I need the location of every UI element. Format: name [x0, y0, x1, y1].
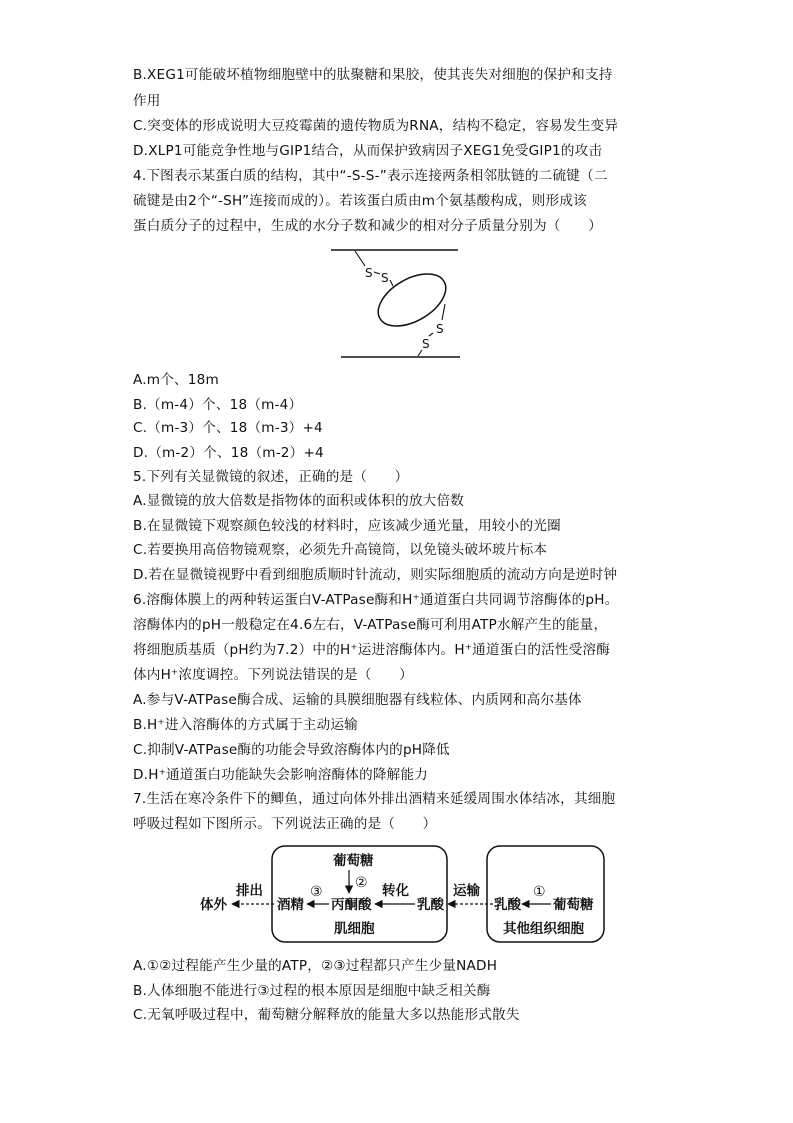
- other-cells-label: 其他组织细胞: [503, 921, 584, 937]
- q6-stem-line1: 6.溶酶体膜上的两种转运蛋白V-ATPase酶和H⁺通道蛋白共同调节溶酶体的pH。: [133, 592, 619, 608]
- step-3-label: ③: [310, 884, 323, 900]
- q7-stem-line1: 7.生活在寒冷条件下的鲫鱼，通过向体外排出酒精来延缓周围水体结冰，其细胞: [133, 791, 616, 807]
- q7-stem-line2: 呼吸过程如下图所示。下列说法正确的是（ ）: [133, 816, 437, 832]
- q6-stem-line3: 将细胞质基质（pH约为7.2）中的H⁺运进溶酶体内。H⁺通道蛋白的活性受溶酶: [133, 642, 611, 658]
- q5-option-d: D.若在显微镜视野中看到细胞质顺时针流动，则实际细胞质的流动方向是逆时钟: [133, 567, 618, 583]
- q4-option-a: A.m个、18m: [133, 372, 219, 388]
- step-1-label: ①: [533, 884, 546, 900]
- q6-stem-line4: 体内H⁺浓度调控。下列说法错误的是（ ）: [133, 667, 413, 683]
- protein-structure-figure: [325, 244, 465, 362]
- q3-option-b-line2: 作用: [133, 93, 161, 109]
- q4-stem-line3: 蛋白质分子的过程中，生成的水分子数和减少的相对分子质量分别为（ ）: [133, 218, 602, 234]
- q6-option-a: A.参与V-ATPase酶合成、运输的具膜细胞器有线粒体、内质网和高尔基体: [133, 692, 582, 708]
- glucose-other: 葡萄糖: [553, 897, 594, 913]
- q6-option-d: D.H⁺通道蛋白功能缺失会影响溶酶体的降解能力: [133, 767, 429, 783]
- q4-option-b: B.（m-4）个、18（m-4）: [133, 397, 303, 413]
- q5-option-a: A.显微镜的放大倍数是指物体的面积或体积的放大倍数: [133, 493, 465, 509]
- q5-stem: 5.下列有关显微镜的叙述，正确的是（ ）: [133, 469, 409, 485]
- sulfur-top-left: S: [365, 266, 373, 280]
- excrete-label: 排出: [236, 883, 263, 899]
- convert-label: 转化: [382, 883, 409, 899]
- q3-option-b-line1: B.XEG1可能破坏植物细胞壁中的肽聚糖和果胶，使其丧失对细胞的保护和支持: [133, 67, 613, 83]
- q6-option-b: B.H⁺进入溶酶体的方式属于主动运输: [133, 717, 358, 733]
- step-2-label: ②: [355, 875, 368, 891]
- sulfur-bottom-lower: S: [422, 337, 430, 351]
- fish-respiration-figure: [195, 842, 615, 948]
- q4-option-c: C.（m-3）个、18（m-3）+4: [133, 420, 323, 436]
- muscle-cell-label: 肌细胞: [334, 921, 375, 937]
- q6-option-c: C.抑制V-ATPase酶的功能会导致溶酶体内的pH降低: [133, 742, 450, 758]
- q3-option-d: D.XLP1可能竞争性地与GIP1结合，从而保护致病因子XEG1免受GIP1的攻击: [133, 143, 603, 159]
- q4-option-d: D.（m-2）个、18（m-2）+4: [133, 445, 324, 461]
- sulfur-top-right: S: [381, 271, 389, 285]
- q5-option-c: C.若要换用高倍物镜观察，必须先升高镜筒，以免镜头破坏玻片标本: [133, 542, 548, 558]
- q4-stem-line1: 4.下图表示某蛋白质的结构，其中“-S-S-”表示连接两条相邻肽链的二硫键（二: [133, 168, 608, 184]
- q7-option-b: B.人体细胞不能进行③过程的根本原因是细胞中缺乏相关酶: [133, 983, 491, 999]
- lactate-muscle: 乳酸: [417, 897, 444, 913]
- q4-stem-line2: 硫键是由2个“-SH”连接而成的）。若该蛋白质由m个氨基酸构成，则形成该: [133, 193, 587, 209]
- transport-label: 运输: [453, 883, 480, 899]
- pyruvate: 丙酮酸: [331, 897, 372, 913]
- q5-option-b: B.在显微镜下观察颜色较浅的材料时，应该减少通光量，用较小的光圈: [133, 518, 561, 534]
- sulfur-bottom-upper: S: [436, 322, 444, 336]
- ethanol: 酒精: [277, 897, 304, 913]
- q3-option-c: C.突变体的形成说明大豆疫霉菌的遗传物质为RNA，结构不稳定，容易发生变异: [133, 118, 619, 134]
- glucose-muscle: 葡萄糖: [333, 853, 374, 869]
- q6-stem-line2: 溶酶体内的pH一般稳定在4.6左右，V-ATPase酶可利用ATP水解产生的能量，: [133, 617, 608, 633]
- lactate-other: 乳酸: [494, 897, 521, 913]
- outside-body: 体外: [200, 897, 227, 913]
- q7-option-a: A.①②过程能产生少量的ATP，②③过程都只产生少量NADH: [133, 958, 498, 974]
- q7-option-c: C.无氧呼吸过程中，葡萄糖分解释放的能量大多以热能形式散失: [133, 1007, 520, 1023]
